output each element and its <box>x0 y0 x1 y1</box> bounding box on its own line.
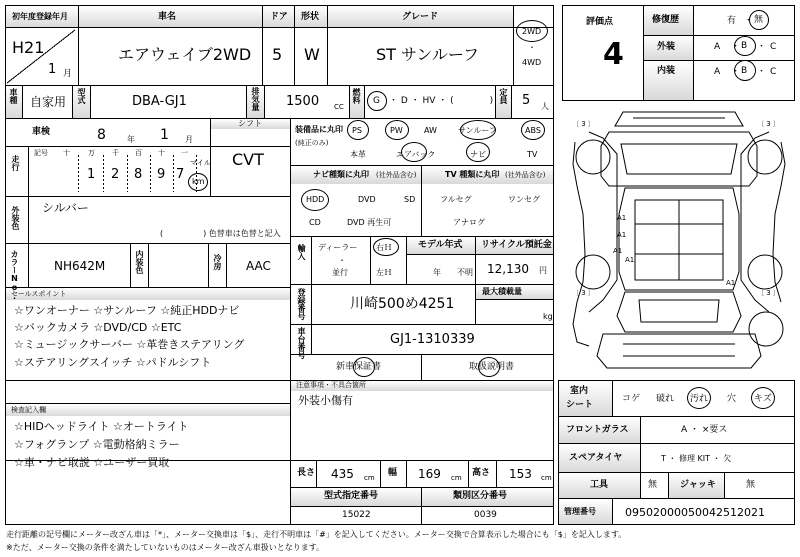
width-unit: cm <box>451 474 462 482</box>
footer-note-1: 走行距離の記号欄にメーター改ざん車は「*」、メーター交換車は「$」、走行不明車は「#」を記入してください。メーター交換で合算表示した場合にも「$」を記入します。 <box>6 530 627 539</box>
recycle-deposit-unit: 円 <box>539 266 547 275</box>
seat-hole: 穴 <box>727 394 737 404</box>
damage-mark-3: A1 <box>613 247 623 255</box>
damage-mark-1: A1 <box>617 214 627 222</box>
new-car-warranty: 新車保証書 <box>336 362 382 372</box>
color-value: シルバー <box>42 201 89 215</box>
car-name-label: 車名 <box>158 12 177 22</box>
equipment-sublabel: (純正のみ) <box>295 139 329 147</box>
length-value: 435 <box>331 467 354 481</box>
windshield-value: A ・ ×要ス <box>681 425 728 435</box>
registration-number-label: 登録番号 <box>297 288 306 320</box>
interior-grade-a: A <box>714 67 721 77</box>
registration-number: 川崎500め4251 <box>350 296 455 312</box>
mileage-unit-3: 千 <box>112 149 119 157</box>
classification-label: 類別区分番号 <box>453 491 508 501</box>
repair-no: 無 <box>754 15 764 25</box>
drive-separator: ・ <box>528 43 536 52</box>
car-name: エアウェイブ2WD <box>118 45 252 64</box>
navi-dvd: DVD <box>358 195 376 204</box>
mileage-km: km <box>192 177 205 186</box>
spare-tire-value: T ・ 修理 KIT ・ 欠 <box>661 454 732 463</box>
mileage-unit-4: 百 <box>135 149 142 157</box>
inspection-note-line-3: ☆車・ナビ取説 ☆ユーザー買取 <box>14 456 170 469</box>
mileage-label: 走行 <box>11 155 20 171</box>
air-conditioner: AAC <box>246 259 271 273</box>
selling-point-line-2: ☆バックカメラ ☆DVD/CD ☆ETC <box>14 321 182 334</box>
exterior-grade-a: A <box>714 42 721 52</box>
selling-point-line-1: ☆ワンオーナー ☆サンルーフ ☆純正HDDナビ <box>14 304 240 317</box>
equipment-label: 装備品に丸印 <box>295 125 343 134</box>
capacity-label: 定員 <box>499 88 508 104</box>
inspection-note-line-2: ☆フォグランプ ☆電動格納ミラー <box>14 438 180 451</box>
navi-dvd-playback: DVD 再生可 <box>347 218 392 227</box>
seat-burn: コゲ <box>622 394 641 404</box>
air-conditioner-label: 冷房 <box>213 254 222 270</box>
navi-cd: CD <box>309 218 321 227</box>
inspection-year: 8 <box>97 127 106 143</box>
vehicle-damage-diagram <box>563 104 793 379</box>
interior-separator-2: ・ <box>757 67 767 77</box>
tv-fullseg: フルセグ <box>440 195 472 204</box>
equipment-aw: AW <box>424 126 437 135</box>
model-year-unknown: 不明 <box>457 268 473 277</box>
model-year-unit: 年 <box>433 268 441 277</box>
height-value: 153 <box>509 467 532 481</box>
fuel-label: 燃料 <box>352 88 361 104</box>
exterior-separator-1: ・ <box>731 42 741 52</box>
repair-history-label: 修復歴 <box>652 15 680 25</box>
exterior-label: 外装 <box>657 42 676 52</box>
max-load-unit: kg <box>543 312 553 321</box>
import-parallel: 並行 <box>332 268 348 277</box>
shift-label: シフト <box>238 119 262 128</box>
score-value: 4 <box>603 37 624 72</box>
vehicle-type: 自家用 <box>30 95 67 109</box>
max-load-label: 最大積載量 <box>482 287 522 296</box>
interior-grade-b: B <box>741 66 748 76</box>
navi-hdd: HDD <box>306 195 325 204</box>
interior-grade-c: C <box>770 67 777 77</box>
color-number-label: カラーNo. <box>10 250 19 301</box>
damage-bracket-1: 〔 3 〕 <box>572 120 595 128</box>
navi-sd: SD <box>404 195 416 204</box>
door-count: 5 <box>272 45 283 64</box>
shift-value: CVT <box>232 150 264 169</box>
jack-value: 無 <box>746 480 756 490</box>
fuel-gasoline: G <box>373 96 380 106</box>
model-year-label: モデル年式 <box>418 240 463 250</box>
selling-point-line-3: ☆ミュージックサーバー ☆革巻きステアリング <box>14 338 245 351</box>
inspection-year-unit: 年 <box>127 135 135 144</box>
navi-type-sublabel: (社外品含む) <box>376 171 417 179</box>
mileage-digit-1: 1 <box>87 167 96 182</box>
mileage-digit-3: 8 <box>134 167 143 182</box>
damage-mark-5: A1 <box>726 279 736 287</box>
model-label: 型式 <box>77 88 86 104</box>
mileage-digit-5: 7 <box>176 167 185 182</box>
interior-label: 内装 <box>657 66 676 76</box>
vehicle-type-label: 車種 <box>9 88 18 104</box>
seat-tear: 破れ <box>656 394 675 404</box>
repair-yes: 有 <box>727 16 737 26</box>
mileage-mile: マイル <box>190 159 211 167</box>
grade-label: グレード <box>402 12 439 22</box>
tools-label: 工具 <box>590 480 609 490</box>
import-separator: ・ <box>338 256 346 265</box>
notes-value: 外装小傷有 <box>298 394 353 407</box>
seat-stain: 汚れ <box>690 394 709 404</box>
model-code: DBA-GJ1 <box>132 94 187 109</box>
seat-scratch: キズ <box>754 394 772 404</box>
displacement: 1500 <box>286 94 320 109</box>
height-label: 高さ <box>472 468 491 478</box>
jack-label: ジャッキ <box>680 480 716 490</box>
interior-seat-label-1: 室内 <box>570 386 589 396</box>
inspection-month-unit: 月 <box>185 135 193 144</box>
exterior-grade-c: C <box>770 42 777 52</box>
management-number-label: 管理番号 <box>564 507 596 516</box>
displacement-unit: CC <box>334 103 344 111</box>
color-number: NH642M <box>54 259 106 273</box>
selling-points-label: セールスポイント <box>11 290 67 298</box>
management-number: 09502000050042512021 <box>625 506 765 519</box>
damage-bracket-2: 〔 3 〕 <box>757 120 780 128</box>
length-label: 長さ <box>297 468 316 478</box>
equipment-sunroof: サンルーフ <box>458 126 497 135</box>
interior-color-label: 内装色 <box>135 250 144 274</box>
registration-month-unit: 月 <box>63 69 73 79</box>
equipment-pw: PW <box>390 126 403 135</box>
grade-value: ST サンルーフ <box>376 45 480 64</box>
width-label: 幅 <box>388 468 398 478</box>
inspection-label: 車検 <box>32 127 51 137</box>
tv-analog: アナログ <box>453 218 485 227</box>
repair-separator: ・ <box>744 16 754 26</box>
navi-type-label: ナビ種類に丸印 <box>313 170 369 179</box>
equipment-abs: ABS <box>525 126 541 135</box>
displacement-label: 排気量 <box>251 87 260 111</box>
equipment-ps: PS <box>352 126 362 135</box>
mileage-digit-2: 2 <box>111 167 120 182</box>
color-label: 外装色 <box>11 206 20 230</box>
tv-type-label: TV 種類に丸印 <box>445 170 500 179</box>
width-value: 169 <box>418 467 441 481</box>
equipment-tv: TV <box>527 150 538 159</box>
import-right-hand: 右Ｈ <box>376 243 392 252</box>
mileage-unit-2: 万 <box>88 149 95 157</box>
model-designation: 15022 <box>342 510 371 520</box>
inspection-notes-label: 検査記入欄 <box>11 406 46 414</box>
chassis-number-label: 車台番号 <box>297 327 306 359</box>
drive-2wd: 2WD <box>522 27 542 36</box>
first-registration-label: 初年度登録年月 <box>12 12 68 21</box>
windshield-label: フロントガラス <box>566 425 629 435</box>
spare-tire-label: スペアタイヤ <box>569 453 623 463</box>
tv-type-sublabel: (社外品含む) <box>505 171 546 179</box>
import-dealer: ディーラー <box>318 243 358 252</box>
inspection-note-line-1: ☆HIDヘッドライト ☆オートライト <box>14 420 189 433</box>
equipment-leather: 本革 <box>350 150 366 159</box>
inspection-month: 1 <box>160 127 169 143</box>
mileage-sign-label: 記号 <box>34 149 48 157</box>
damage-bracket-4: 〔 3 〕 <box>757 289 780 297</box>
mileage-unit-6: 一 <box>181 149 188 157</box>
exterior-separator-2: ・ <box>757 42 767 52</box>
door-label: ドア <box>270 12 288 22</box>
equipment-navi: ナビ <box>470 150 486 159</box>
capacity: 5 <box>522 93 531 108</box>
tv-oneseg: ワンセグ <box>508 195 540 204</box>
recycle-deposit-label: リサイクル預託金 <box>481 240 552 250</box>
damage-bracket-3: 〔 3 〕 <box>572 289 595 297</box>
interior-seat-label-2: シート <box>566 400 594 410</box>
tools-value: 無 <box>648 480 658 490</box>
model-designation-label: 型式指定番号 <box>324 491 379 501</box>
damage-mark-2: A1 <box>617 231 627 239</box>
selling-point-line-4: ☆ステアリングスイッチ ☆パドルシフト <box>14 356 212 369</box>
recycle-deposit: 12,130 <box>487 262 529 276</box>
interior-separator-1: ・ <box>731 67 741 77</box>
owner-manual: 取扱説明書 <box>469 362 515 372</box>
registration-month: 1 <box>48 62 57 77</box>
exterior-grade-b: B <box>741 41 748 51</box>
fuel-options: ・ D ・ HV ・ ( ) <box>389 96 494 106</box>
color-change-note: ( ) 色替車は色替と記入 <box>160 229 281 238</box>
footer-note-2: ※ただ、メーター交換の条件を満たしていないものはメーター改ざん車扱いとなります。 <box>6 543 325 552</box>
equipment-airbag: エアバック <box>396 150 436 159</box>
drive-4wd: 4WD <box>522 58 542 67</box>
length-unit: cm <box>364 474 375 482</box>
shape-label: 形状 <box>301 12 320 22</box>
capacity-unit: 人 <box>541 102 549 111</box>
chassis-number: GJ1-1310339 <box>390 332 475 347</box>
height-unit: cm <box>541 474 552 482</box>
body-shape: W <box>304 45 320 64</box>
mileage-unit-5: 十 <box>158 149 165 157</box>
import-label: 輸入 <box>297 244 306 260</box>
classification-number: 0039 <box>474 510 497 520</box>
notes-label: 注意事項・不具合箇所 <box>296 381 366 389</box>
damage-mark-4: A1 <box>625 256 635 264</box>
score-label: 評価点 <box>586 17 614 27</box>
mileage-digit-4: 9 <box>157 167 166 182</box>
mileage-unit-1: 十 <box>63 149 70 157</box>
import-left-hand: 左Ｈ <box>376 268 392 277</box>
registration-era: H21 <box>12 38 45 57</box>
